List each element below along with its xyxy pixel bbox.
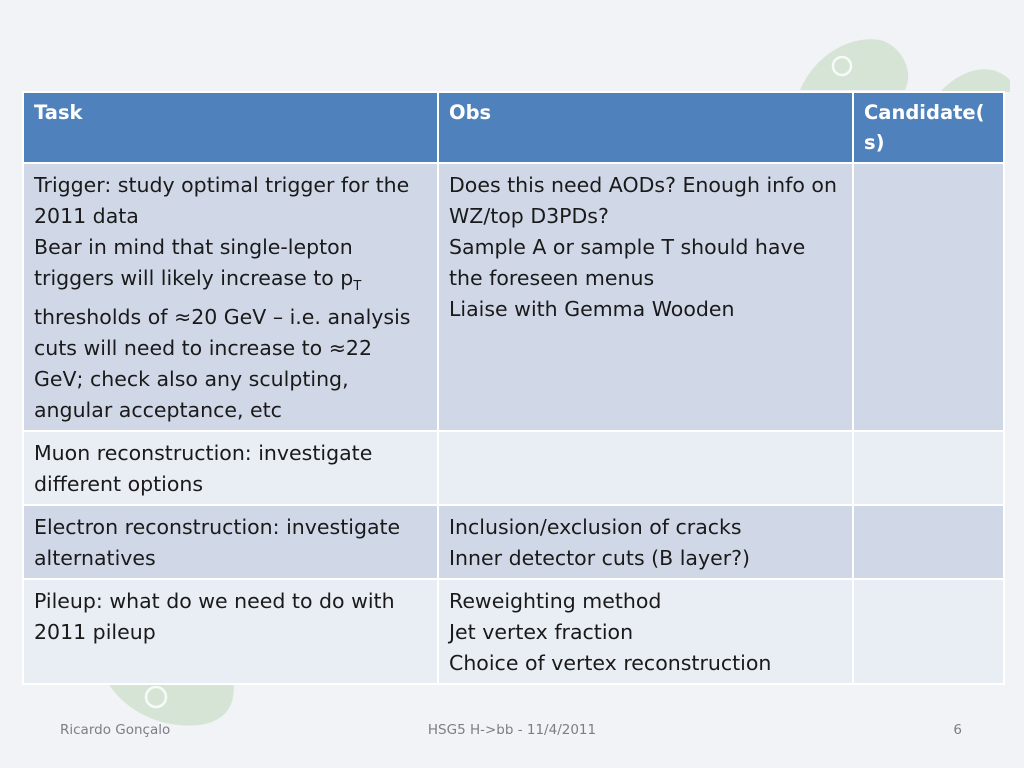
logo-ring-bottom [146,687,166,707]
header-candidates: Candidate(s) [853,92,1004,163]
task-cell [23,505,438,579]
header-obs: Obs [438,92,853,163]
obs-text: Liaise with Gemma Wooden [449,297,735,321]
header-task: Task [23,92,438,163]
obs-text: Choice of vertex reconstruction [449,651,772,676]
task-table [22,91,1005,685]
table-row [23,431,1004,505]
table-row [23,505,1004,579]
task-cell [23,579,438,684]
table-header-row [23,92,1004,163]
task-text: Electron reconstruction: investigate alternatives [34,515,401,571]
obs-cell [438,579,853,684]
footer-author: Ricardo Gonçalo [60,722,171,738]
task-text: Pileup: what do we need to do with 2011 pileup [34,589,395,645]
task-text: Bear in mind that single-lepton triggers will likely increase to $p_T$ thresholds of ≈20 GeV – i.e. analysis cuts will need to increase to ≈22 GeV; check also any sculpting, angular acceptance, etc [34,235,411,423]
candidates-cell [853,579,1004,684]
obs-text: Inclusion/exclusion of cracks [449,515,742,540]
obs-cell [438,163,853,431]
logo-ring-top [833,57,851,75]
candidates-cell [853,505,1004,579]
candidates-cell [853,163,1004,431]
obs-cell [438,505,853,579]
task-text: Trigger: study optimal trigger for the 2011 data [34,173,410,228]
obs-text: Does this need AODs? Enough info on WZ/top D3PDs? [449,173,837,228]
page-number: 6 [953,722,962,738]
obs-cell [438,431,853,505]
task-cell [23,163,438,431]
obs-text: Reweighting method [449,589,662,614]
table-row [23,579,1004,684]
task-cell [23,431,438,505]
task-text: Muon reconstruction: investigate different options [34,441,373,497]
table-row [23,163,1004,431]
candidates-cell [853,431,1004,505]
obs-text: Jet vertex fraction [449,620,634,645]
logo-top-right-shape [800,39,1010,92]
footer-title-date: HSG5 H->bb - 11/4/2011 [427,722,597,738]
obs-text: Inner detector cuts (B layer?) [449,546,751,571]
obs-text: Sample A or sample T should have the foreseen menus [449,235,806,290]
